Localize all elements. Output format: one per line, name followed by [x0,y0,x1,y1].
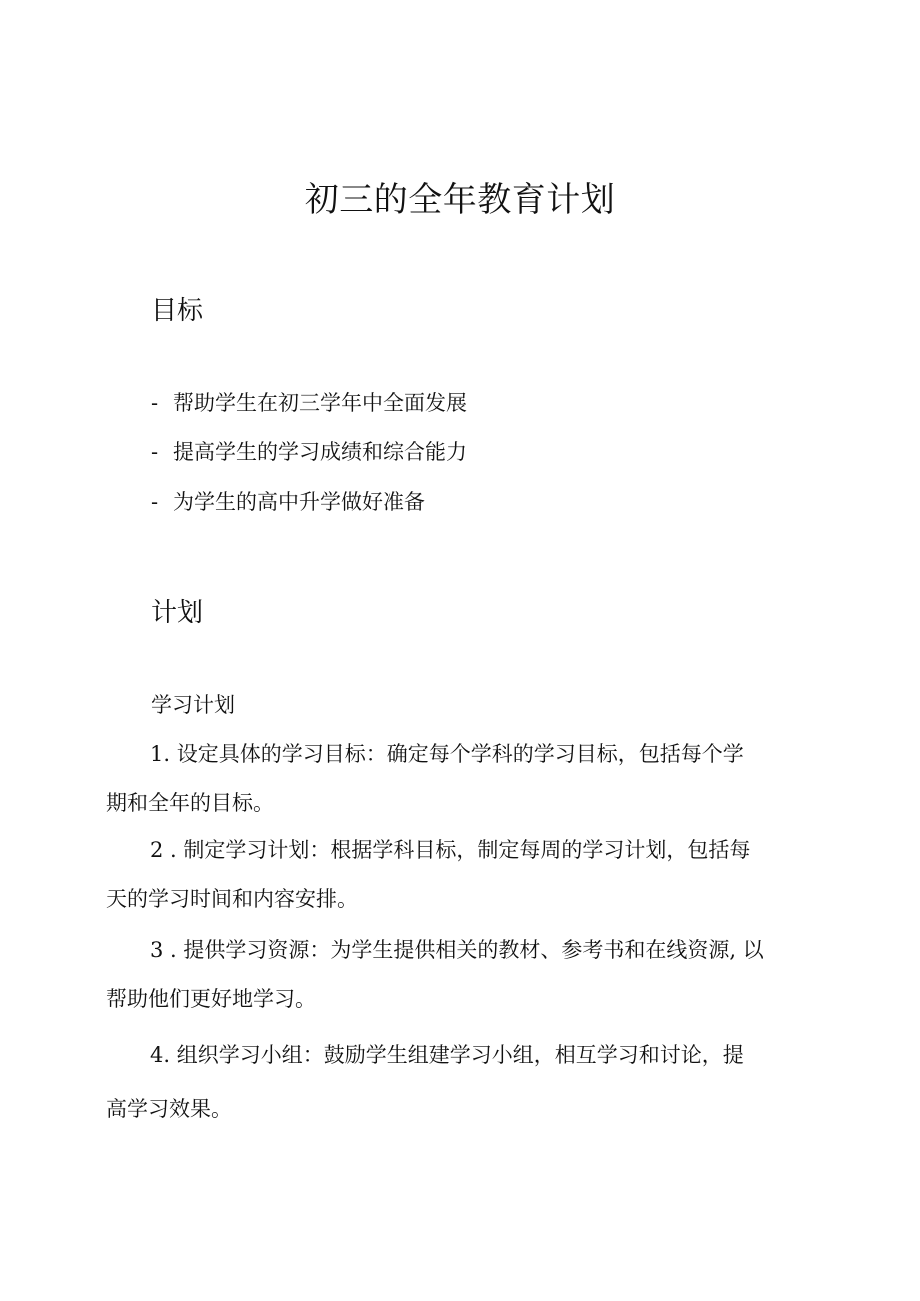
study-plan-item [106,935,806,1014]
study-plan-item [106,1040,806,1124]
study-plan-item [106,739,806,818]
goal-item [151,487,425,517]
item-line: 期和全年的目标。 [106,791,274,815]
bullet-dash: - [151,391,159,415]
study-plan-item [106,835,806,914]
goal-item [151,437,467,467]
item-line: 帮助他们更好地学习。 [106,987,316,1011]
item-line: 2 . 制定学习计划：根据学科目标，制定每周的学习计划，包括每 [150,838,751,862]
bullet-dash: - [151,490,159,514]
goal-text: 为学生的高中升学做好准备 [173,490,425,514]
plan-heading: 计划 [151,598,204,628]
item-line: 3 . 提供学习资源：为学生提供相关的教材、参考书和在线资源, 以 [150,938,764,962]
item-line: 1. 设定具体的学习目标：确定每个学科的学习目标，包括每个学 [150,742,744,766]
item-line: 4. 组织学习小组：鼓励学生组建学习小组，相互学习和讨论，提 [150,1043,744,1067]
goal-item [151,388,467,418]
goals-heading: 目标 [151,296,204,326]
goal-text: 帮助学生在初三学年中全面发展 [173,391,467,415]
study-plan-heading: 学习计划 [151,693,235,717]
item-line: 高学习效果。 [106,1097,232,1121]
item-line: 天的学习时间和内容安排。 [106,887,358,911]
document-title: 初三的全年教育计划 [304,180,616,220]
goal-text: 提高学生的学习成绩和综合能力 [173,440,467,464]
bullet-dash: - [151,440,159,464]
